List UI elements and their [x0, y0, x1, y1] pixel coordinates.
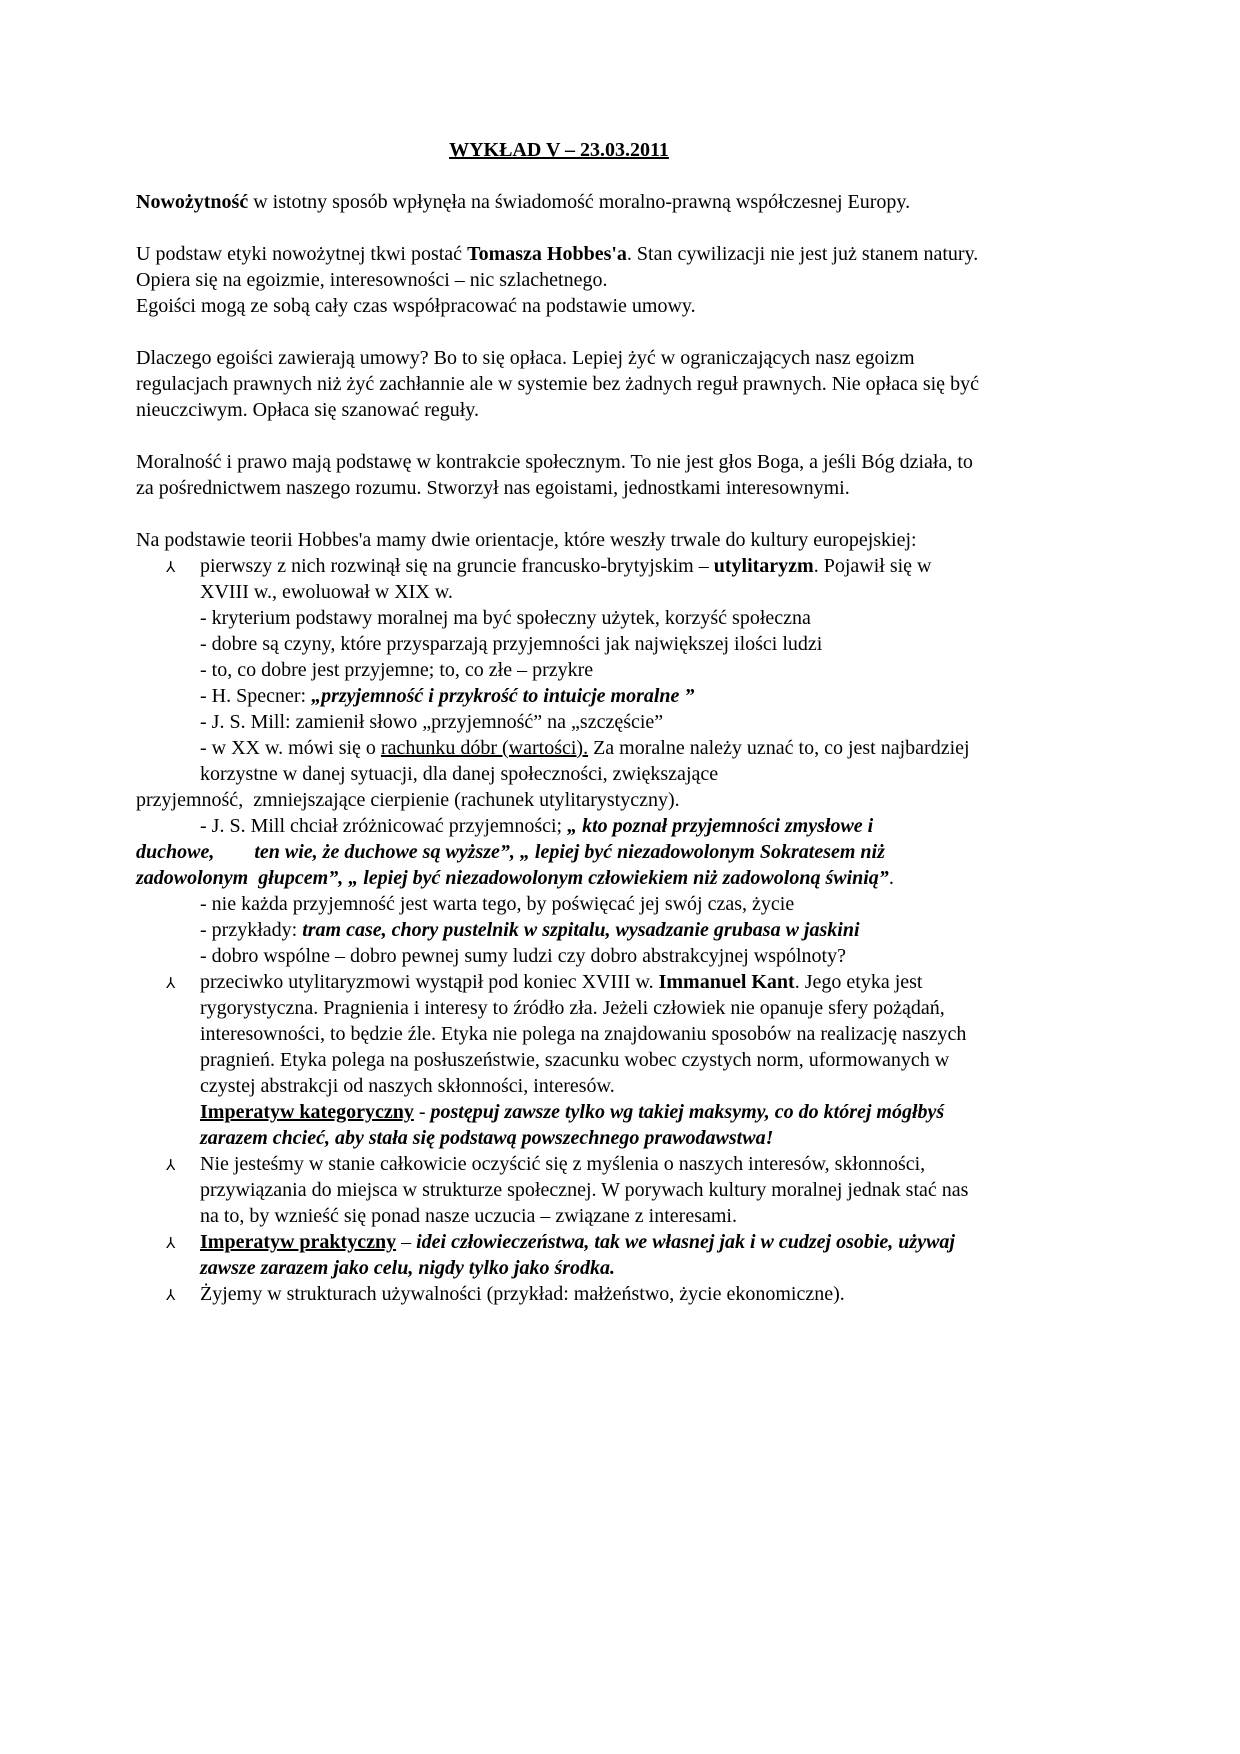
- sub-item: [136, 709, 982, 735]
- text-run: - dobro wspólne – dobro pewnej sumy ludzi czy dobro abstrakcyjnej wspólnoty?: [200, 945, 846, 967]
- sub-item: [136, 917, 982, 943]
- sub-item: [136, 891, 982, 917]
- bullet-item: [136, 1229, 982, 1281]
- paragraph: [136, 839, 982, 891]
- sub-item: [136, 605, 982, 631]
- bullet-icon: ⅄: [166, 1234, 176, 1252]
- text-run: . Pojawił się w XVIII w., ewoluował w XIX w.: [200, 555, 932, 603]
- paragraph: [136, 345, 982, 423]
- text-run: . Jego etyka jest rygorystyczna. Pragnienia i interesy to źródło zła. Jeżeli człowiek nie opanuje sfery pożądań, interesowności, to będzie źle. Etyka nie polega na znajdowaniu sposobów na realizację naszych pragnień. Etyka polega na posłuszeństwie, szacunku wobec czystych norm, uformowanych w czystej abstrakcji od naszych skłonności, interesów.: [200, 971, 967, 1097]
- text-run: Dlaczego egoiści zawierają umowy? Bo to się opłaca. Lepiej żyć w ograniczających nasz egoizm regulacjach prawnych niż żyć zachłannie ale w systemie bez żadnych reguł prawnych. Nie opłaca się być nieuczciwym. Opłaca się szanować reguły.: [136, 347, 979, 421]
- text-run: - kryterium podstawy moralnej ma być społeczny użytek, korzyść społeczna: [200, 607, 811, 629]
- text-run: Za moralne należy uznać to, co jest najbardziej korzystne w danej sytuacji, dla danej społeczności, zwiększające: [200, 737, 970, 785]
- text-run: Imperatyw kategoryczny: [200, 1101, 414, 1123]
- text-run: - to, co dobre jest przyjemne; to, co złe – przykre: [200, 659, 594, 681]
- document-title: WYKŁAD V – 23.03.2011: [449, 139, 669, 161]
- bullet-icon: ⅄: [166, 974, 176, 992]
- text-run: .: [888, 867, 894, 889]
- sub-item: [136, 657, 982, 683]
- text-run: idei człowieczeństwa, tak we własnej jak i w cudzej osobie, używaj zawsze zarazem jako celu, nigdy tylko jako środka.: [200, 1231, 955, 1279]
- text-run: przyjemność, zmniejszające cierpienie (rachunek utylitarystyczny).: [136, 789, 680, 811]
- text-run: „ kto poznał przyjemności zmysłowe i: [567, 815, 874, 837]
- text-run: -: [413, 1101, 431, 1123]
- bullet-icon: ⅄: [166, 1156, 176, 1174]
- text-run: pierwszy z nich rozwinął się na gruncie francusko-brytyjskim –: [200, 555, 714, 577]
- sub-item: [136, 813, 982, 839]
- text-run: Tomasza Hobbes'a: [467, 243, 627, 265]
- paragraph: [136, 527, 982, 553]
- text-run: duchowe, ten wie, że duchowe są wyższe”, „ lepiej być niezadowolonym Sokratesem niż zadowolonym głupcem”, „ lepiej być niezadowolonym człowiekiem niż zadowoloną świnią”: [136, 841, 889, 889]
- bullet-icon: ⅄: [166, 558, 176, 576]
- text-run: . Stan cywilizacji nie jest już stanem natury. Opiera się na egoizmie, interesowności – nic szlachetnego. Egoiści mogą ze sobą cały czas współpracować na podstawie umowy.: [136, 243, 979, 317]
- text-run: - J. S. Mill: zamienił słowo „przyjemność” na „szczęście”: [200, 711, 664, 733]
- text-run: postępuj zawsze tylko wg takiej maksymy, co do której mógłbyś zarazem chcieć, aby stała się podstawą powszechnego prawodawstwa!: [200, 1101, 945, 1149]
- paragraph: [136, 241, 982, 319]
- text-run: rachunku dóbr (wartości).: [380, 737, 589, 759]
- sub-item: [136, 1099, 982, 1151]
- bullet-item: [136, 1151, 982, 1229]
- text-run: przeciwko utylitaryzmowi wystąpił pod koniec XVIII w.: [200, 971, 659, 993]
- text-run: Żyjemy w strukturach używalności (przykład: małżeństwo, życie ekonomiczne).: [200, 1283, 845, 1305]
- text-run: - przykłady:: [200, 919, 303, 941]
- text-run: - w XX w. mówi się o: [200, 737, 381, 759]
- text-run: Imperatyw praktyczny: [200, 1231, 397, 1253]
- text-run: w istotny sposób wpłynęła na świadomość moralno-prawną współczesnej Europy.: [248, 191, 911, 213]
- paragraph: [136, 189, 982, 215]
- text-run: Nowożytność: [136, 191, 249, 213]
- paragraph: [136, 449, 982, 501]
- sub-item: [136, 943, 982, 969]
- text-run: tram case, chory pustelnik w szpitalu, wysadzanie grubasa w jaskini: [302, 919, 860, 941]
- text-run: U podstaw etyki nowożytnej tkwi postać: [136, 243, 468, 265]
- paragraph: [136, 787, 982, 813]
- document-body: [136, 189, 982, 1307]
- text-run: –: [396, 1231, 417, 1253]
- sub-item: [136, 631, 982, 657]
- bullet-item: [136, 969, 982, 1099]
- text-run: - nie każda przyjemność jest warta tego, by poświęcać jej swój czas, życie: [200, 893, 795, 915]
- bullet-item: [136, 1281, 982, 1307]
- text-run: Na podstawie teorii Hobbes'a mamy dwie orientacje, które weszły trwale do kultury europejskiej:: [136, 529, 917, 551]
- text-run: Nie jesteśmy w stanie całkowicie oczyścić się z myślenia o naszych interesów, skłonności, przywiązania do miejsca w strukturze społecznej. W porywach kultury moralnej jednak stać nas na to, by wznieść się ponad nasze uczucia – związane z interesami.: [200, 1153, 969, 1227]
- text-run: „przyjemność i przykrość to intuicje moralne ”: [311, 685, 695, 707]
- text-run: - H. Specner:: [200, 685, 312, 707]
- text-run: Immanuel Kant: [658, 971, 795, 993]
- bullet-icon: ⅄: [166, 1286, 176, 1304]
- sub-item: [136, 735, 982, 787]
- text-run: - dobre są czyny, które przysparzają przyjemności jak największej ilości ludzi: [200, 633, 823, 655]
- text-run: Moralność i prawo mają podstawę w kontrakcie społecznym. To nie jest głos Boga, a jeśli Bóg działa, to za pośrednictwem naszego rozumu. Stworzył nas egoistami, jednostkami interesownymi.: [136, 451, 973, 499]
- bullet-item: [136, 553, 982, 605]
- sub-item: [136, 683, 982, 709]
- text-run: - J. S. Mill chciał zróżnicować przyjemności;: [200, 815, 568, 837]
- text-run: utylitaryzm: [713, 555, 814, 577]
